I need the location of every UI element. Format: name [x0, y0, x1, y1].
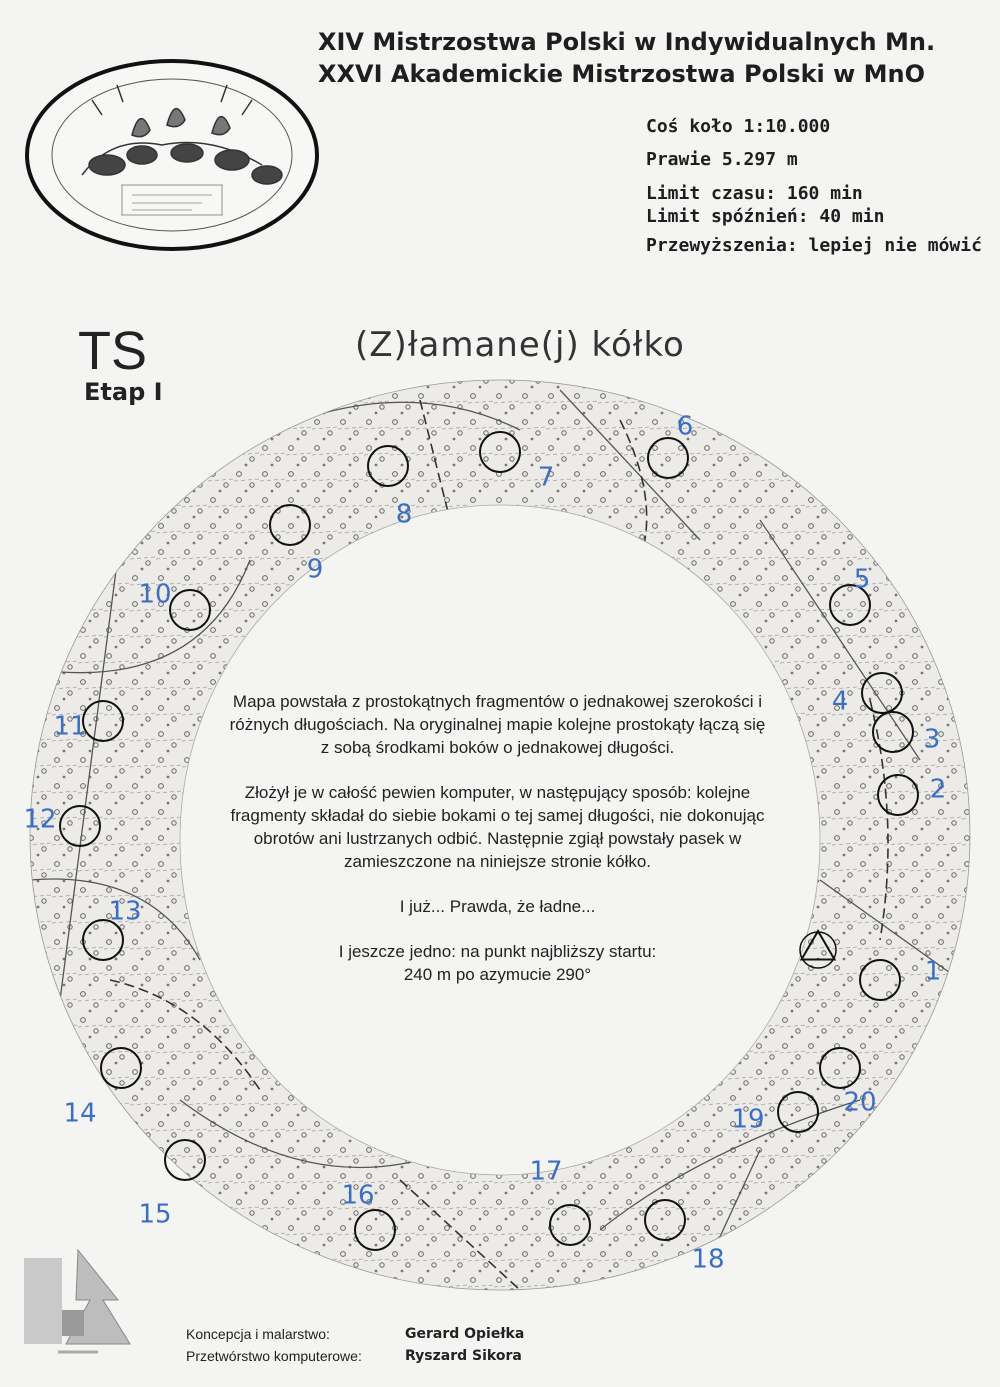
control-number-17: 17 [529, 1156, 563, 1187]
control-number-13: 13 [108, 896, 142, 927]
control-number-15: 15 [138, 1199, 172, 1230]
control-number-6: 6 [676, 411, 694, 442]
control-number-8: 8 [395, 499, 413, 530]
description [225, 690, 770, 986]
description-paragraph-4a: I jeszcze jedno: na punkt najbliższy startu: [338, 942, 657, 961]
control-number-12: 12 [23, 804, 57, 835]
control-number-1: 1 [924, 956, 942, 987]
control-number-2: 2 [929, 774, 947, 805]
control-number-9: 9 [306, 554, 324, 585]
description-paragraph-3: I już... Prawda, że ładne... [399, 897, 596, 916]
description-paragraph-1: Mapa powstała z prostokątnych fragmentów o jednakowej szerokości i różnych długościach. Na oryginalnej mapie kolejne prostokąty łączą się z sobą środkami boków o jednakowej długości. [229, 692, 766, 757]
description-paragraph-2: Złożył je w całość pewien komputer, w następujący sposób: kolejne fragmenty składał do siebie bokami o tej samej długości, nie dokonując obrotów ani lustrzanych odbić. Następnie zgiął powstały pasek w zamieszczone na niniejsze stronie kółko. [230, 783, 765, 871]
control-number-14: 14 [63, 1098, 97, 1129]
control-number-11: 11 [53, 711, 87, 742]
processing-label: Przetwórstwo komputerowe: [186, 1348, 362, 1364]
control-number-4: 4 [831, 686, 849, 717]
control-number-5: 5 [853, 564, 871, 595]
control-number-16: 16 [341, 1180, 375, 1211]
control-number-20: 20 [843, 1087, 877, 1118]
control-number-3: 3 [923, 724, 941, 755]
concept-label: Koncepcja i malarstwo: [186, 1326, 330, 1342]
concept-name: Gerard Opiełka [405, 1326, 525, 1342]
control-number-18: 18 [691, 1244, 725, 1275]
control-number-10: 10 [138, 579, 172, 610]
control-number-7: 7 [537, 462, 555, 493]
organizer-logo [18, 1240, 136, 1370]
processing-name: Ryszard Sikora [405, 1348, 522, 1364]
control-number-19: 19 [731, 1104, 765, 1135]
description-paragraph-4b: 240 m po azymucie 290° [403, 965, 592, 984]
